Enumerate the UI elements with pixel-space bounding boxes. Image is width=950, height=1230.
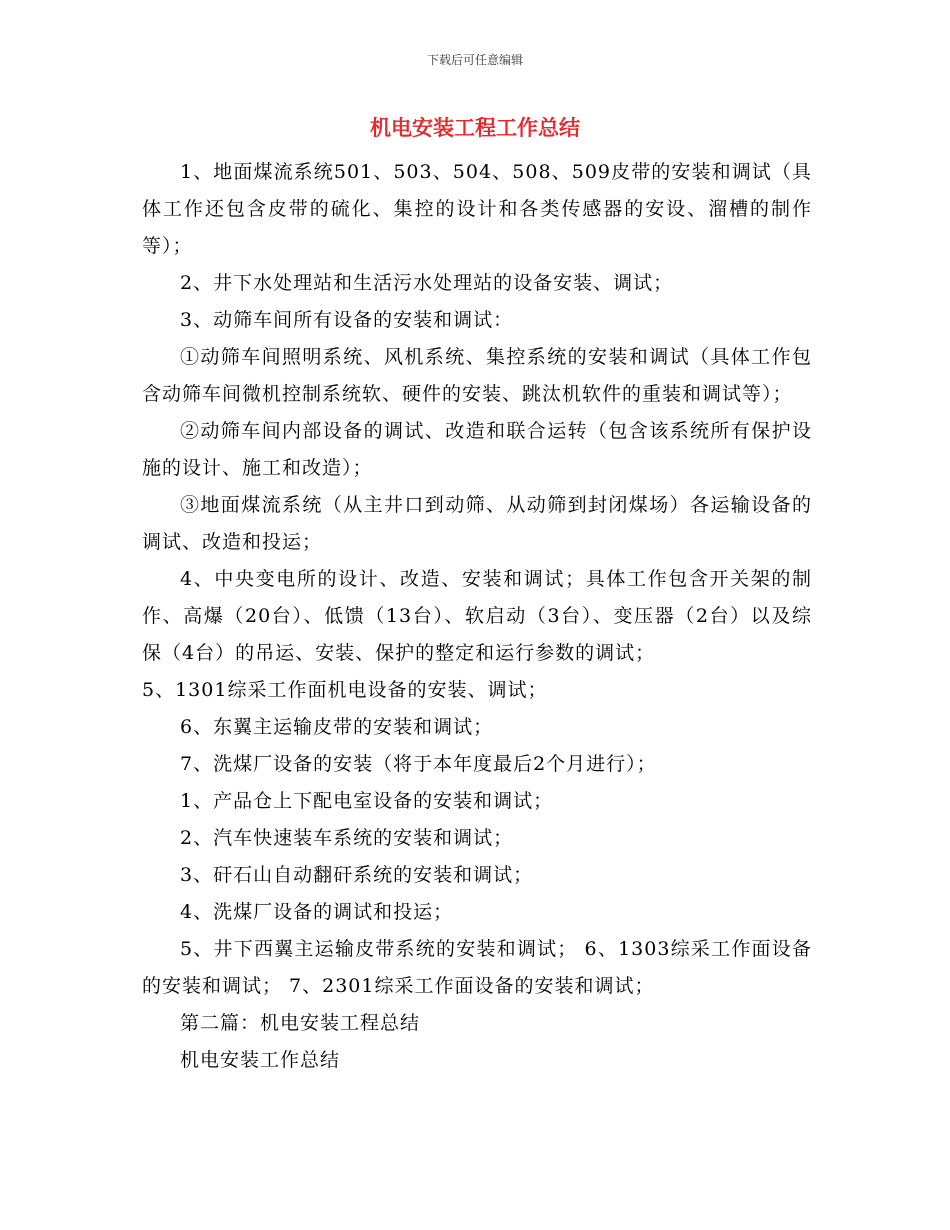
- paragraph-8: 5、1301综采工作面机电设备的安装、调试；: [142, 679, 548, 701]
- paragraph-14: 4、洗煤厂设备的调试和投运；: [180, 901, 454, 923]
- paragraph-9: 6、东翼主运输皮带的安装和调试；: [180, 716, 494, 738]
- document-title: 机电安装工程工作总结: [370, 115, 580, 140]
- paragraph-11: 1、产品仓上下配电室设备的安装和调试；: [180, 790, 554, 812]
- paragraph-16: 第二篇：机电安装工程总结: [180, 1012, 421, 1034]
- paragraph-6: ③地面煤流系统（从主井口到动筛、从动筛到封闭煤场）各运输设备的调试、改造和投运；: [142, 494, 812, 553]
- paragraph-12: 2、汽车快速装车系统的安装和调试；: [180, 827, 514, 849]
- document-body: [142, 154, 812, 1079]
- paragraph-15: 5、井下西翼主运输皮带系统的安装和调试； 6、1303综采工作面设备的安装和调试； 7、2301综采工作面设备的安装和调试；: [142, 938, 812, 997]
- paragraph-2: 2、井下水处理站和生活污水处理站的设备安装、调试；: [180, 272, 674, 294]
- paragraph-5: ②动筛车间内部设备的调试、改造和联合运转（包含该系统所有保护设施的设计、施工和改造）；: [142, 420, 812, 479]
- paragraph-4: ①动筛车间照明系统、风机系统、集控系统的安装和调试（具体工作包含动筛车间微机控制系统软、硬件的安装、跳汰机软件的重装和调试等）；: [142, 346, 812, 405]
- paragraph-1: 1、地面煤流系统501、503、504、508、509皮带的安装和调试（具体工作还包含皮带的硫化、集控的设计和各类传感器的安设、溜槽的制作等）；: [142, 161, 812, 257]
- paragraph-10: 7、洗煤厂设备的安装（将于本年度最后2个月进行）；: [180, 753, 657, 775]
- paragraph-17: 机电安装工作总结: [180, 1049, 341, 1071]
- paragraph-7: 4、中央变电所的设计、改造、安装和调试；具体工作包含开关架的制作、高爆（20台）、低馈（13台）、软启动（3台）、变压器（2台）以及综保（4台）的吊运、安装、保护的整定和运行参数的调试；: [142, 568, 812, 664]
- paragraph-13: 3、矸石山自动翻矸系统的安装和调试；: [180, 864, 534, 886]
- page-header-note: 下载后可任意编辑: [426, 53, 523, 67]
- paragraph-3: 3、动筛车间所有设备的安装和调试：: [180, 309, 514, 331]
